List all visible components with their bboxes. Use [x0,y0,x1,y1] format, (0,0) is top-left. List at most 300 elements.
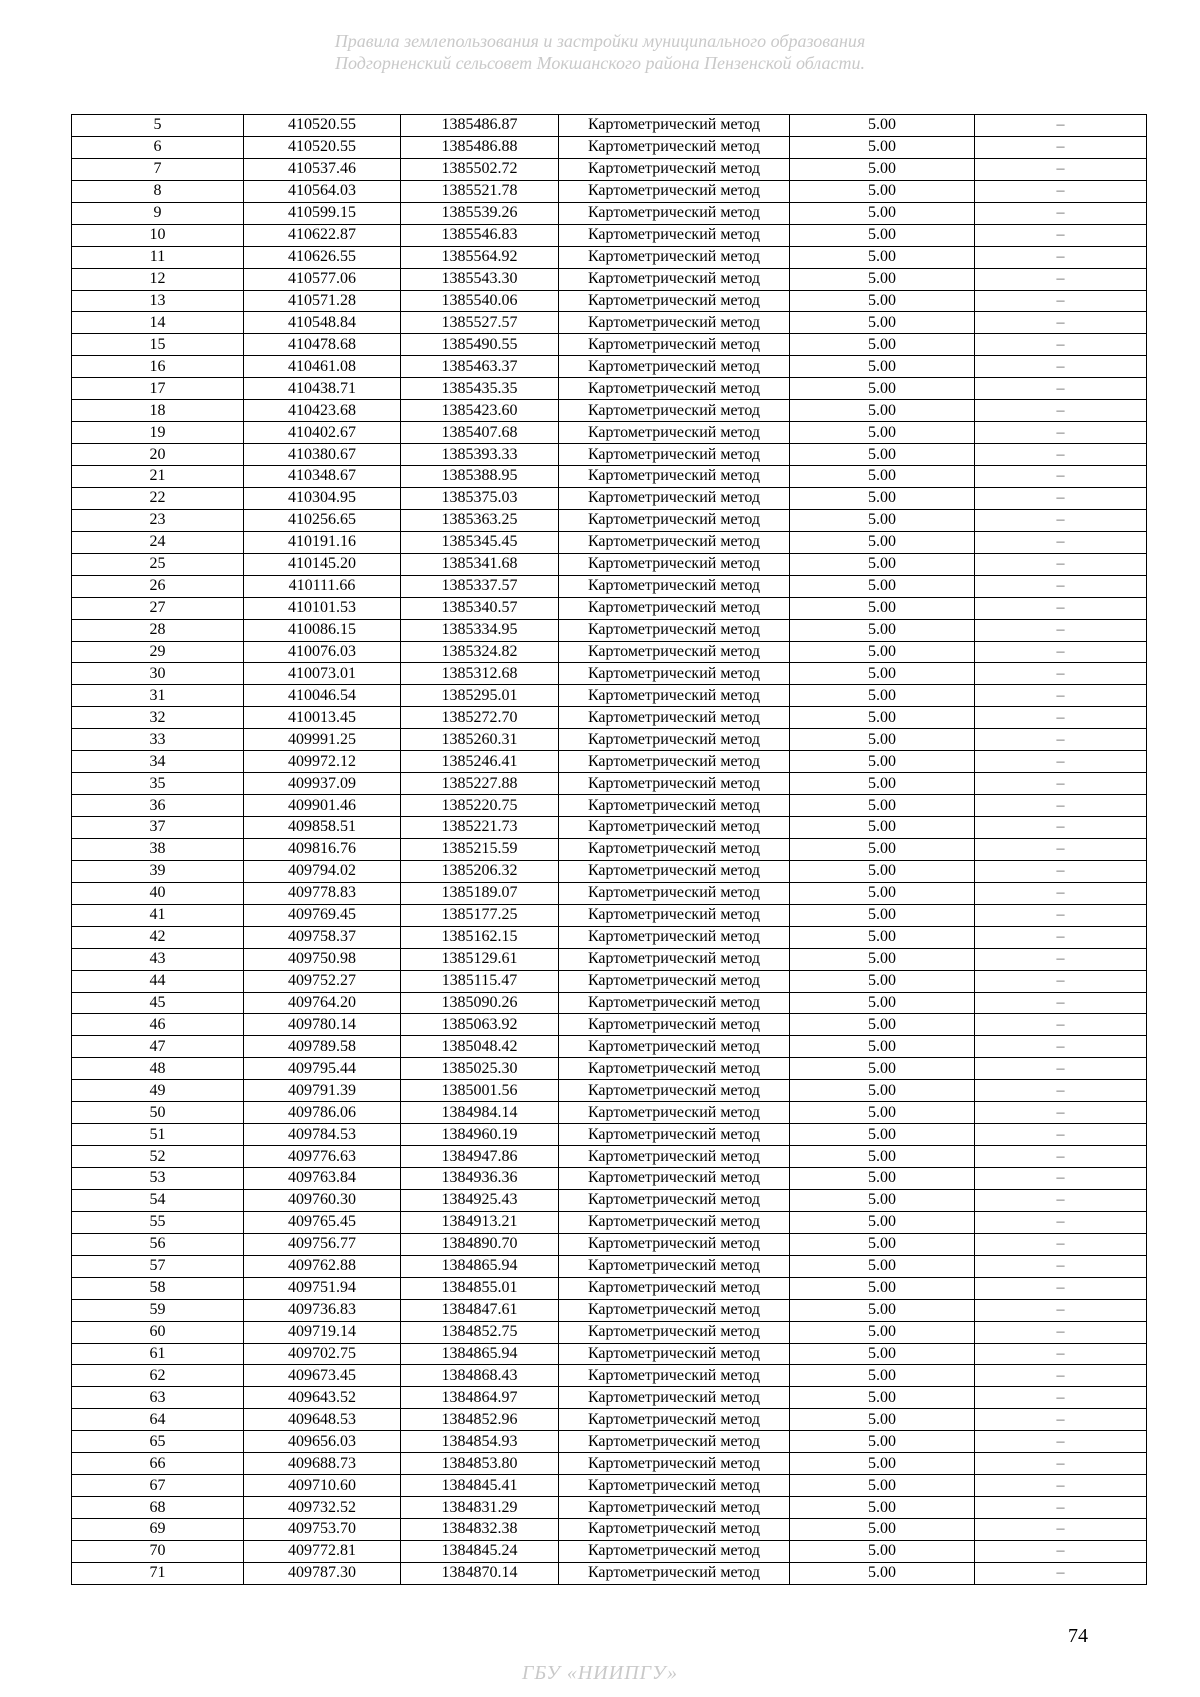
table-row [72,1343,1147,1365]
x-coordinate-cell: 410086.15 [244,619,401,641]
point-number-cell: 15 [72,334,244,356]
accuracy-cell: 5.00 [790,202,975,224]
accuracy-cell: 5.00 [790,136,975,158]
point-number-cell: 31 [72,685,244,707]
x-coordinate-cell: 410571.28 [244,290,401,312]
x-coordinate-cell: 410145.20 [244,553,401,575]
remark-cell: – [975,663,1147,685]
y-coordinate-cell: 1385177.25 [401,904,559,926]
accuracy-cell: 5.00 [790,1365,975,1387]
y-coordinate-cell: 1385393.33 [401,444,559,466]
x-coordinate-cell: 410073.01 [244,663,401,685]
method-cell: Картометрический метод [559,202,790,224]
y-coordinate-cell: 1384870.14 [401,1562,559,1584]
method-cell: Картометрический метод [559,1168,790,1190]
table-row [72,1365,1147,1387]
table-row [72,224,1147,246]
table-row [72,487,1147,509]
remark-cell: – [975,1189,1147,1211]
method-cell: Картометрический метод [559,729,790,751]
table-row [72,400,1147,422]
point-number-cell: 32 [72,707,244,729]
remark-cell: – [975,1168,1147,1190]
y-coordinate-cell: 1385463.37 [401,356,559,378]
method-cell: Картометрический метод [559,685,790,707]
x-coordinate-cell: 409791.39 [244,1080,401,1102]
accuracy-cell: 5.00 [790,860,975,882]
remark-cell: – [975,1475,1147,1497]
accuracy-cell: 5.00 [790,246,975,268]
x-coordinate-cell: 410348.67 [244,466,401,488]
accuracy-cell: 5.00 [790,1277,975,1299]
point-number-cell: 61 [72,1343,244,1365]
point-number-cell: 68 [72,1497,244,1519]
remark-cell: – [975,1036,1147,1058]
method-cell: Картометрический метод [559,948,790,970]
point-number-cell: 71 [72,1562,244,1584]
table-row [72,136,1147,158]
accuracy-cell: 5.00 [790,356,975,378]
y-coordinate-cell: 1384890.70 [401,1233,559,1255]
remark-cell: – [975,838,1147,860]
accuracy-cell: 5.00 [790,290,975,312]
y-coordinate-cell: 1385375.03 [401,487,559,509]
remark-cell: – [975,268,1147,290]
point-number-cell: 34 [72,751,244,773]
x-coordinate-cell: 409769.45 [244,904,401,926]
point-number-cell: 59 [72,1299,244,1321]
x-coordinate-cell: 409764.20 [244,992,401,1014]
method-cell: Картометрический метод [559,1321,790,1343]
point-number-cell: 49 [72,1080,244,1102]
method-cell: Картометрический метод [559,553,790,575]
remark-cell: – [975,926,1147,948]
accuracy-cell: 5.00 [790,1497,975,1519]
table-row [72,334,1147,356]
point-number-cell: 41 [72,904,244,926]
remark-cell: – [975,1277,1147,1299]
remark-cell: – [975,180,1147,202]
point-number-cell: 24 [72,531,244,553]
x-coordinate-cell: 410626.55 [244,246,401,268]
table-row [72,1453,1147,1475]
method-cell: Картометрический метод [559,773,790,795]
remark-cell: – [975,1409,1147,1431]
remark-cell: – [975,531,1147,553]
x-coordinate-cell: 410622.87 [244,224,401,246]
accuracy-cell: 5.00 [790,268,975,290]
point-number-cell: 6 [72,136,244,158]
x-coordinate-cell: 410520.55 [244,115,401,137]
x-coordinate-cell: 410046.54 [244,685,401,707]
method-cell: Картометрический метод [559,860,790,882]
remark-cell: – [975,1299,1147,1321]
table-row [72,1058,1147,1080]
table-row [72,1255,1147,1277]
x-coordinate-cell: 409732.52 [244,1497,401,1519]
remark-cell: – [975,729,1147,751]
table-row [72,158,1147,180]
table-row [72,422,1147,444]
remark-cell: – [975,1124,1147,1146]
accuracy-cell: 5.00 [790,509,975,531]
x-coordinate-cell: 409794.02 [244,860,401,882]
method-cell: Картометрический метод [559,1453,790,1475]
accuracy-cell: 5.00 [790,773,975,795]
table-row [72,685,1147,707]
method-cell: Картометрический метод [559,707,790,729]
accuracy-cell: 5.00 [790,729,975,751]
method-cell: Картометрический метод [559,992,790,1014]
x-coordinate-cell: 409795.44 [244,1058,401,1080]
remark-cell: – [975,356,1147,378]
remark-cell: – [975,1058,1147,1080]
footer-organization: ГБУ «НИИПГУ» [522,1662,678,1684]
point-number-cell: 35 [72,773,244,795]
y-coordinate-cell: 1384936.36 [401,1168,559,1190]
accuracy-cell: 5.00 [790,1080,975,1102]
x-coordinate-cell: 409765.45 [244,1211,401,1233]
accuracy-cell: 5.00 [790,1124,975,1146]
y-coordinate-cell: 1385334.95 [401,619,559,641]
y-coordinate-cell: 1385337.57 [401,575,559,597]
point-number-cell: 25 [72,553,244,575]
table-row [72,1321,1147,1343]
x-coordinate-cell: 410461.08 [244,356,401,378]
point-number-cell: 18 [72,400,244,422]
method-cell: Картометрический метод [559,158,790,180]
y-coordinate-cell: 1385521.78 [401,180,559,202]
method-cell: Картометрический метод [559,422,790,444]
accuracy-cell: 5.00 [790,1036,975,1058]
remark-cell: – [975,707,1147,729]
table-row [72,1562,1147,1584]
table-row [72,707,1147,729]
accuracy-cell: 5.00 [790,619,975,641]
point-number-cell: 60 [72,1321,244,1343]
accuracy-cell: 5.00 [790,1387,975,1409]
accuracy-cell: 5.00 [790,1409,975,1431]
remark-cell: – [975,553,1147,575]
y-coordinate-cell: 1385502.72 [401,158,559,180]
point-number-cell: 12 [72,268,244,290]
x-coordinate-cell: 409762.88 [244,1255,401,1277]
table-row [72,795,1147,817]
remark-cell: – [975,509,1147,531]
remark-cell: – [975,1365,1147,1387]
remark-cell: – [975,290,1147,312]
x-coordinate-cell: 409763.84 [244,1168,401,1190]
table-row [72,1475,1147,1497]
x-coordinate-cell: 409751.94 [244,1277,401,1299]
method-cell: Картометрический метод [559,400,790,422]
point-number-cell: 43 [72,948,244,970]
method-cell: Картометрический метод [559,1387,790,1409]
y-coordinate-cell: 1385272.70 [401,707,559,729]
y-coordinate-cell: 1385435.35 [401,378,559,400]
y-coordinate-cell: 1384854.93 [401,1431,559,1453]
method-cell: Картометрический метод [559,1299,790,1321]
remark-cell: – [975,115,1147,137]
y-coordinate-cell: 1385564.92 [401,246,559,268]
x-coordinate-cell: 410564.03 [244,180,401,202]
point-number-cell: 37 [72,817,244,839]
remark-cell: – [975,1497,1147,1519]
y-coordinate-cell: 1385001.56 [401,1080,559,1102]
remark-cell: – [975,685,1147,707]
point-number-cell: 11 [72,246,244,268]
method-cell: Картометрический метод [559,1562,790,1584]
point-number-cell: 26 [72,575,244,597]
accuracy-cell: 5.00 [790,817,975,839]
method-cell: Картометрический метод [559,926,790,948]
accuracy-cell: 5.00 [790,400,975,422]
y-coordinate-cell: 1385486.88 [401,136,559,158]
accuracy-cell: 5.00 [790,553,975,575]
y-coordinate-cell: 1385324.82 [401,641,559,663]
table-row [72,1146,1147,1168]
x-coordinate-cell: 409750.98 [244,948,401,970]
x-coordinate-cell: 410478.68 [244,334,401,356]
accuracy-cell: 5.00 [790,838,975,860]
y-coordinate-cell: 1385543.30 [401,268,559,290]
remark-cell: – [975,1562,1147,1584]
point-number-cell: 69 [72,1519,244,1541]
point-number-cell: 42 [72,926,244,948]
point-number-cell: 19 [72,422,244,444]
point-number-cell: 50 [72,1102,244,1124]
point-number-cell: 16 [72,356,244,378]
table-row [72,1168,1147,1190]
x-coordinate-cell: 409778.83 [244,882,401,904]
accuracy-cell: 5.00 [790,224,975,246]
point-number-cell: 13 [72,290,244,312]
remark-cell: – [975,860,1147,882]
remark-cell: – [975,751,1147,773]
x-coordinate-cell: 410599.15 [244,202,401,224]
y-coordinate-cell: 1385221.73 [401,817,559,839]
table-row [72,751,1147,773]
table-row [72,882,1147,904]
y-coordinate-cell: 1385540.06 [401,290,559,312]
accuracy-cell: 5.00 [790,795,975,817]
point-number-cell: 20 [72,444,244,466]
y-coordinate-cell: 1385063.92 [401,1014,559,1036]
method-cell: Картометрический метод [559,1540,790,1562]
y-coordinate-cell: 1385546.83 [401,224,559,246]
accuracy-cell: 5.00 [790,487,975,509]
accuracy-cell: 5.00 [790,531,975,553]
remark-cell: – [975,641,1147,663]
point-number-cell: 64 [72,1409,244,1431]
y-coordinate-cell: 1384960.19 [401,1124,559,1146]
table-row [72,619,1147,641]
x-coordinate-cell: 409643.52 [244,1387,401,1409]
x-coordinate-cell: 410256.65 [244,509,401,531]
method-cell: Картометрический метод [559,1146,790,1168]
table-row [72,1540,1147,1562]
table-row [72,970,1147,992]
method-cell: Картометрический метод [559,751,790,773]
accuracy-cell: 5.00 [790,575,975,597]
y-coordinate-cell: 1384855.01 [401,1277,559,1299]
accuracy-cell: 5.00 [790,422,975,444]
remark-cell: – [975,904,1147,926]
point-number-cell: 44 [72,970,244,992]
remark-cell: – [975,224,1147,246]
method-cell: Картометрический метод [559,224,790,246]
accuracy-cell: 5.00 [790,663,975,685]
y-coordinate-cell: 1384868.43 [401,1365,559,1387]
table-row [72,180,1147,202]
method-cell: Картометрический метод [559,970,790,992]
point-number-cell: 52 [72,1146,244,1168]
x-coordinate-cell: 410577.06 [244,268,401,290]
method-cell: Картометрический метод [559,180,790,202]
y-coordinate-cell: 1385363.25 [401,509,559,531]
method-cell: Картометрический метод [559,378,790,400]
x-coordinate-cell: 409972.12 [244,751,401,773]
point-number-cell: 62 [72,1365,244,1387]
x-coordinate-cell: 409753.70 [244,1519,401,1541]
accuracy-cell: 5.00 [790,992,975,1014]
table-row [72,597,1147,619]
method-cell: Картометрический метод [559,663,790,685]
accuracy-cell: 5.00 [790,1475,975,1497]
accuracy-cell: 5.00 [790,312,975,334]
remark-cell: – [975,817,1147,839]
accuracy-cell: 5.00 [790,1255,975,1277]
accuracy-cell: 5.00 [790,882,975,904]
y-coordinate-cell: 1385388.95 [401,466,559,488]
accuracy-cell: 5.00 [790,334,975,356]
method-cell: Картометрический метод [559,1365,790,1387]
y-coordinate-cell: 1385246.41 [401,751,559,773]
x-coordinate-cell: 410520.55 [244,136,401,158]
accuracy-cell: 5.00 [790,444,975,466]
method-cell: Картометрический метод [559,290,790,312]
method-cell: Картометрический метод [559,1036,790,1058]
point-number-cell: 56 [72,1233,244,1255]
y-coordinate-cell: 1384864.97 [401,1387,559,1409]
y-coordinate-cell: 1384984.14 [401,1102,559,1124]
point-number-cell: 22 [72,487,244,509]
header-line-2: Подгорненский сельсовет Мокшанского района Пензенской области. [335,53,865,73]
accuracy-cell: 5.00 [790,1540,975,1562]
table-row [72,290,1147,312]
y-coordinate-cell: 1384865.94 [401,1343,559,1365]
point-number-cell: 29 [72,641,244,663]
table-row [72,1014,1147,1036]
remark-cell: – [975,1540,1147,1562]
remark-cell: – [975,378,1147,400]
y-coordinate-cell: 1385090.26 [401,992,559,1014]
table-row [72,904,1147,926]
accuracy-cell: 5.00 [790,597,975,619]
y-coordinate-cell: 1385215.59 [401,838,559,860]
x-coordinate-cell: 410111.66 [244,575,401,597]
accuracy-cell: 5.00 [790,158,975,180]
accuracy-cell: 5.00 [790,1519,975,1541]
x-coordinate-cell: 409760.30 [244,1189,401,1211]
remark-cell: – [975,1387,1147,1409]
method-cell: Картометрический метод [559,904,790,926]
remark-cell: – [975,422,1147,444]
coordinates-table-body [72,115,1147,1585]
document-header [0,30,1200,74]
y-coordinate-cell: 1385129.61 [401,948,559,970]
point-number-cell: 70 [72,1540,244,1562]
remark-cell: – [975,1453,1147,1475]
remark-cell: – [975,1233,1147,1255]
x-coordinate-cell: 409688.73 [244,1453,401,1475]
accuracy-cell: 5.00 [790,641,975,663]
remark-cell: – [975,1146,1147,1168]
remark-cell: – [975,400,1147,422]
table-row [72,992,1147,1014]
y-coordinate-cell: 1385345.45 [401,531,559,553]
method-cell: Картометрический метод [559,641,790,663]
x-coordinate-cell: 409736.83 [244,1299,401,1321]
x-coordinate-cell: 409752.27 [244,970,401,992]
remark-cell: – [975,1321,1147,1343]
accuracy-cell: 5.00 [790,707,975,729]
y-coordinate-cell: 1385486.87 [401,115,559,137]
method-cell: Картометрический метод [559,795,790,817]
accuracy-cell: 5.00 [790,970,975,992]
table-row [72,926,1147,948]
method-cell: Картометрический метод [559,356,790,378]
table-row [72,444,1147,466]
accuracy-cell: 5.00 [790,1211,975,1233]
table-row [72,246,1147,268]
point-number-cell: 67 [72,1475,244,1497]
y-coordinate-cell: 1384845.41 [401,1475,559,1497]
remark-cell: – [975,312,1147,334]
x-coordinate-cell: 409702.75 [244,1343,401,1365]
x-coordinate-cell: 410423.68 [244,400,401,422]
method-cell: Картометрический метод [559,597,790,619]
y-coordinate-cell: 1384852.96 [401,1409,559,1431]
method-cell: Картометрический метод [559,1189,790,1211]
x-coordinate-cell: 409656.03 [244,1431,401,1453]
x-coordinate-cell: 410076.03 [244,641,401,663]
accuracy-cell: 5.00 [790,1233,975,1255]
y-coordinate-cell: 1384865.94 [401,1255,559,1277]
accuracy-cell: 5.00 [790,904,975,926]
x-coordinate-cell: 409719.14 [244,1321,401,1343]
accuracy-cell: 5.00 [790,1102,975,1124]
point-number-cell: 23 [72,509,244,531]
remark-cell: – [975,619,1147,641]
point-number-cell: 45 [72,992,244,1014]
x-coordinate-cell: 409673.45 [244,1365,401,1387]
remark-cell: – [975,1343,1147,1365]
accuracy-cell: 5.00 [790,1431,975,1453]
remark-cell: – [975,948,1147,970]
accuracy-cell: 5.00 [790,1058,975,1080]
point-number-cell: 54 [72,1189,244,1211]
point-number-cell: 8 [72,180,244,202]
y-coordinate-cell: 1385340.57 [401,597,559,619]
y-coordinate-cell: 1385539.26 [401,202,559,224]
point-number-cell: 46 [72,1014,244,1036]
point-number-cell: 66 [72,1453,244,1475]
y-coordinate-cell: 1385189.07 [401,882,559,904]
table-row [72,1211,1147,1233]
point-number-cell: 30 [72,663,244,685]
x-coordinate-cell: 410438.71 [244,378,401,400]
